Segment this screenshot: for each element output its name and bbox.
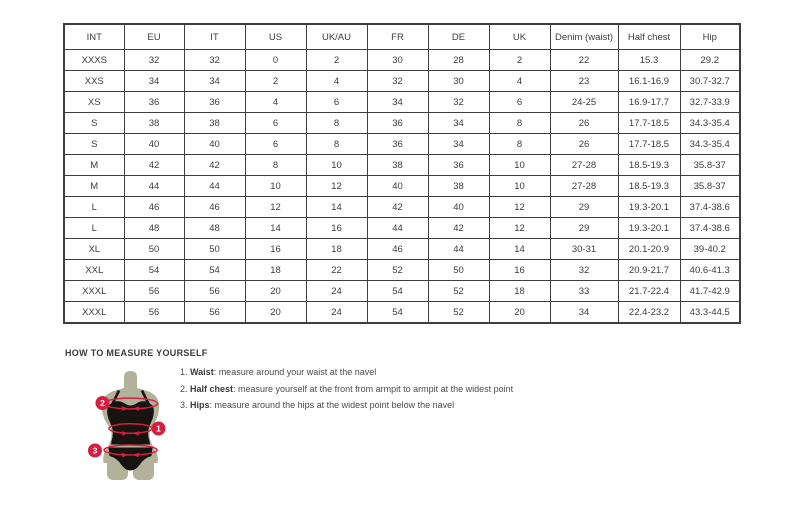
size-cell: 20.9-21.7 — [618, 260, 680, 281]
size-cell: 8 — [306, 113, 367, 134]
size-cell: 20.1-20.9 — [618, 239, 680, 260]
size-cell: 23 — [550, 71, 618, 92]
size-cell: 6 — [306, 92, 367, 113]
badge-2 — [96, 396, 110, 410]
size-cell: 29.2 — [680, 50, 740, 71]
size-chart-header-row — [64, 24, 740, 50]
size-cell: 29 — [550, 197, 618, 218]
svg-text:3: 3 — [92, 445, 98, 456]
size-cell: 38 — [124, 113, 184, 134]
size-row — [64, 218, 740, 239]
size-cell: 4 — [306, 71, 367, 92]
size-cell: 35.8-37 — [680, 176, 740, 197]
size-cell: 56 — [184, 281, 245, 302]
size-cell: 24 — [306, 302, 367, 324]
size-cell: 34.3-35.4 — [680, 113, 740, 134]
measure-step — [180, 368, 513, 377]
column-header: Hip — [680, 24, 740, 50]
size-cell: M — [64, 176, 124, 197]
size-cell: 35.8-37 — [680, 155, 740, 176]
size-cell: L — [64, 218, 124, 239]
size-cell: L — [64, 197, 124, 218]
size-row — [64, 92, 740, 113]
measure-step — [180, 385, 513, 394]
measurement-figure — [78, 368, 183, 483]
size-cell: 34 — [184, 71, 245, 92]
step-text: : measure around the hips at the widest point below the navel — [209, 400, 455, 411]
size-cell: 20 — [489, 302, 550, 324]
size-cell: XXS — [64, 71, 124, 92]
size-cell: 50 — [184, 239, 245, 260]
size-cell: 6 — [489, 92, 550, 113]
size-cell: 18 — [489, 281, 550, 302]
step-text: : measure around your waist at the navel — [213, 367, 377, 377]
size-row — [64, 134, 740, 155]
size-cell: 14 — [489, 239, 550, 260]
column-header: INT — [64, 24, 124, 50]
step-number: 3. — [180, 400, 191, 411]
size-cell: 43.3-44.5 — [680, 302, 740, 324]
measure-section-title: HOW TO MEASURE YOURSELF — [65, 348, 208, 358]
step-label: Hips — [190, 400, 210, 411]
size-cell: 36 — [367, 113, 428, 134]
size-cell: 2 — [489, 50, 550, 71]
size-cell: 32.7-33.9 — [680, 92, 740, 113]
size-cell: 27-28 — [550, 155, 618, 176]
size-cell: 8 — [489, 113, 550, 134]
size-cell: 27-28 — [550, 176, 618, 197]
size-cell: 52 — [428, 302, 489, 324]
size-cell: 32 — [550, 260, 618, 281]
size-cell: 19.3-20.1 — [618, 218, 680, 239]
measure-step — [180, 401, 513, 410]
size-cell: 8 — [245, 155, 306, 176]
badge-3 — [88, 444, 102, 458]
size-cell: 46 — [367, 239, 428, 260]
size-cell: 2 — [306, 50, 367, 71]
size-cell: 46 — [124, 197, 184, 218]
size-cell: 30 — [367, 50, 428, 71]
size-cell: 32 — [124, 50, 184, 71]
size-cell: 16 — [245, 239, 306, 260]
size-cell: 12 — [245, 197, 306, 218]
size-cell: 50 — [428, 260, 489, 281]
size-cell: 37.4-38.6 — [680, 197, 740, 218]
size-cell: 32 — [367, 71, 428, 92]
size-cell: 0 — [245, 50, 306, 71]
size-cell: 10 — [489, 176, 550, 197]
size-cell: 44 — [367, 218, 428, 239]
column-header: Half chest — [618, 24, 680, 50]
column-header: US — [245, 24, 306, 50]
size-cell: XXXS — [64, 50, 124, 71]
size-cell: 54 — [367, 281, 428, 302]
size-cell: 18 — [245, 260, 306, 281]
size-cell: 14 — [245, 218, 306, 239]
size-cell: 18 — [306, 239, 367, 260]
size-cell: 34 — [550, 302, 618, 324]
size-cell: 36 — [367, 134, 428, 155]
size-cell: 6 — [245, 113, 306, 134]
step-number: 1. — [180, 367, 191, 377]
size-row — [64, 281, 740, 302]
size-cell: 44 — [184, 176, 245, 197]
size-cell: 17.7-18.5 — [618, 113, 680, 134]
size-row — [64, 113, 740, 134]
size-cell: 36 — [428, 155, 489, 176]
size-cell: 40 — [428, 197, 489, 218]
size-cell: 40 — [367, 176, 428, 197]
column-header: EU — [124, 24, 184, 50]
size-cell: 10 — [245, 176, 306, 197]
size-cell: 16 — [489, 260, 550, 281]
size-cell: 34 — [124, 71, 184, 92]
size-cell: 24-25 — [550, 92, 618, 113]
size-cell: 12 — [489, 197, 550, 218]
size-cell: 19.3-20.1 — [618, 197, 680, 218]
size-cell: S — [64, 113, 124, 134]
size-cell: 54 — [184, 260, 245, 281]
size-cell: 8 — [489, 134, 550, 155]
size-cell: 26 — [550, 113, 618, 134]
size-cell: 6 — [245, 134, 306, 155]
size-cell: 29 — [550, 218, 618, 239]
size-cell: 42 — [428, 218, 489, 239]
size-cell: 48 — [184, 218, 245, 239]
size-cell: 18.5-19.3 — [618, 155, 680, 176]
size-cell: 37.4-38.6 — [680, 218, 740, 239]
size-cell: 22 — [306, 260, 367, 281]
size-cell: 14 — [306, 197, 367, 218]
size-cell: XXXL — [64, 281, 124, 302]
size-cell: 20 — [245, 302, 306, 324]
size-cell: 52 — [428, 281, 489, 302]
size-cell: 22 — [550, 50, 618, 71]
size-cell: XXL — [64, 260, 124, 281]
column-header: Denim (waist) — [550, 24, 618, 50]
column-header: DE — [428, 24, 489, 50]
step-number: 2. — [180, 383, 191, 394]
size-cell: 42 — [367, 197, 428, 218]
size-cell: 30-31 — [550, 239, 618, 260]
badge-1 — [152, 422, 166, 436]
size-cell: 4 — [245, 92, 306, 113]
size-cell: 54 — [124, 260, 184, 281]
size-cell: 26 — [550, 134, 618, 155]
size-cell: 56 — [184, 302, 245, 324]
size-cell: 10 — [489, 155, 550, 176]
size-cell: 38 — [367, 155, 428, 176]
size-cell: 32 — [184, 50, 245, 71]
svg-text:2: 2 — [100, 398, 105, 408]
size-cell: 18.5-19.3 — [618, 176, 680, 197]
column-header: UK — [489, 24, 550, 50]
size-cell: 44 — [124, 176, 184, 197]
size-cell: 56 — [124, 281, 184, 302]
size-cell: 50 — [124, 239, 184, 260]
size-cell: 54 — [367, 302, 428, 324]
size-cell: 8 — [306, 134, 367, 155]
size-row — [64, 302, 740, 324]
size-cell: 22.4-23.2 — [618, 302, 680, 324]
size-cell: 56 — [124, 302, 184, 324]
size-cell: 48 — [124, 218, 184, 239]
size-row — [64, 197, 740, 218]
size-cell: 36 — [184, 92, 245, 113]
size-cell: XL — [64, 239, 124, 260]
size-cell: 12 — [306, 176, 367, 197]
column-header: IT — [184, 24, 245, 50]
size-cell: 17.7-18.5 — [618, 134, 680, 155]
size-cell: 30 — [428, 71, 489, 92]
step-label: Half chest — [190, 383, 234, 394]
size-row — [64, 71, 740, 92]
measure-steps-list — [180, 368, 513, 418]
size-cell: 40 — [184, 134, 245, 155]
size-cell: 41.7-42.9 — [680, 281, 740, 302]
column-header: FR — [367, 24, 428, 50]
size-cell: 34.3-35.4 — [680, 134, 740, 155]
size-cell: S — [64, 134, 124, 155]
size-cell: 34 — [428, 113, 489, 134]
size-cell: 16.9-17.7 — [618, 92, 680, 113]
size-cell: 38 — [428, 176, 489, 197]
size-cell: 33 — [550, 281, 618, 302]
size-cell: 28 — [428, 50, 489, 71]
size-cell: 40.6-41.3 — [680, 260, 740, 281]
size-chart-table — [63, 23, 741, 324]
size-cell: 2 — [245, 71, 306, 92]
size-cell: 39-40.2 — [680, 239, 740, 260]
size-cell: XS — [64, 92, 124, 113]
step-label: Waist — [190, 367, 214, 377]
size-cell: 32 — [428, 92, 489, 113]
size-cell: 15.3 — [618, 50, 680, 71]
size-cell: 52 — [367, 260, 428, 281]
size-row — [64, 239, 740, 260]
size-row — [64, 155, 740, 176]
size-cell: 10 — [306, 155, 367, 176]
step-text: : measure yourself at the front from armpit to armpit at the widest point — [233, 383, 514, 394]
size-cell: 34 — [428, 134, 489, 155]
size-row — [64, 50, 740, 71]
size-cell: 20 — [245, 281, 306, 302]
size-cell: 38 — [184, 113, 245, 134]
size-cell: 42 — [184, 155, 245, 176]
size-cell: 36 — [124, 92, 184, 113]
size-cell: M — [64, 155, 124, 176]
size-row — [64, 260, 740, 281]
size-row — [64, 176, 740, 197]
size-cell: 24 — [306, 281, 367, 302]
size-cell: 16.1-16.9 — [618, 71, 680, 92]
size-cell: 40 — [124, 134, 184, 155]
size-cell: 46 — [184, 197, 245, 218]
column-header: UK/AU — [306, 24, 367, 50]
size-cell: 21.7-22.4 — [618, 281, 680, 302]
size-cell: 12 — [489, 218, 550, 239]
size-cell: 34 — [367, 92, 428, 113]
size-cell: 42 — [124, 155, 184, 176]
size-cell: 30.7-32.7 — [680, 71, 740, 92]
size-cell: 4 — [489, 71, 550, 92]
svg-text:1: 1 — [156, 423, 161, 434]
size-cell: 44 — [428, 239, 489, 260]
size-cell: 16 — [306, 218, 367, 239]
size-cell: XXXL — [64, 302, 124, 324]
